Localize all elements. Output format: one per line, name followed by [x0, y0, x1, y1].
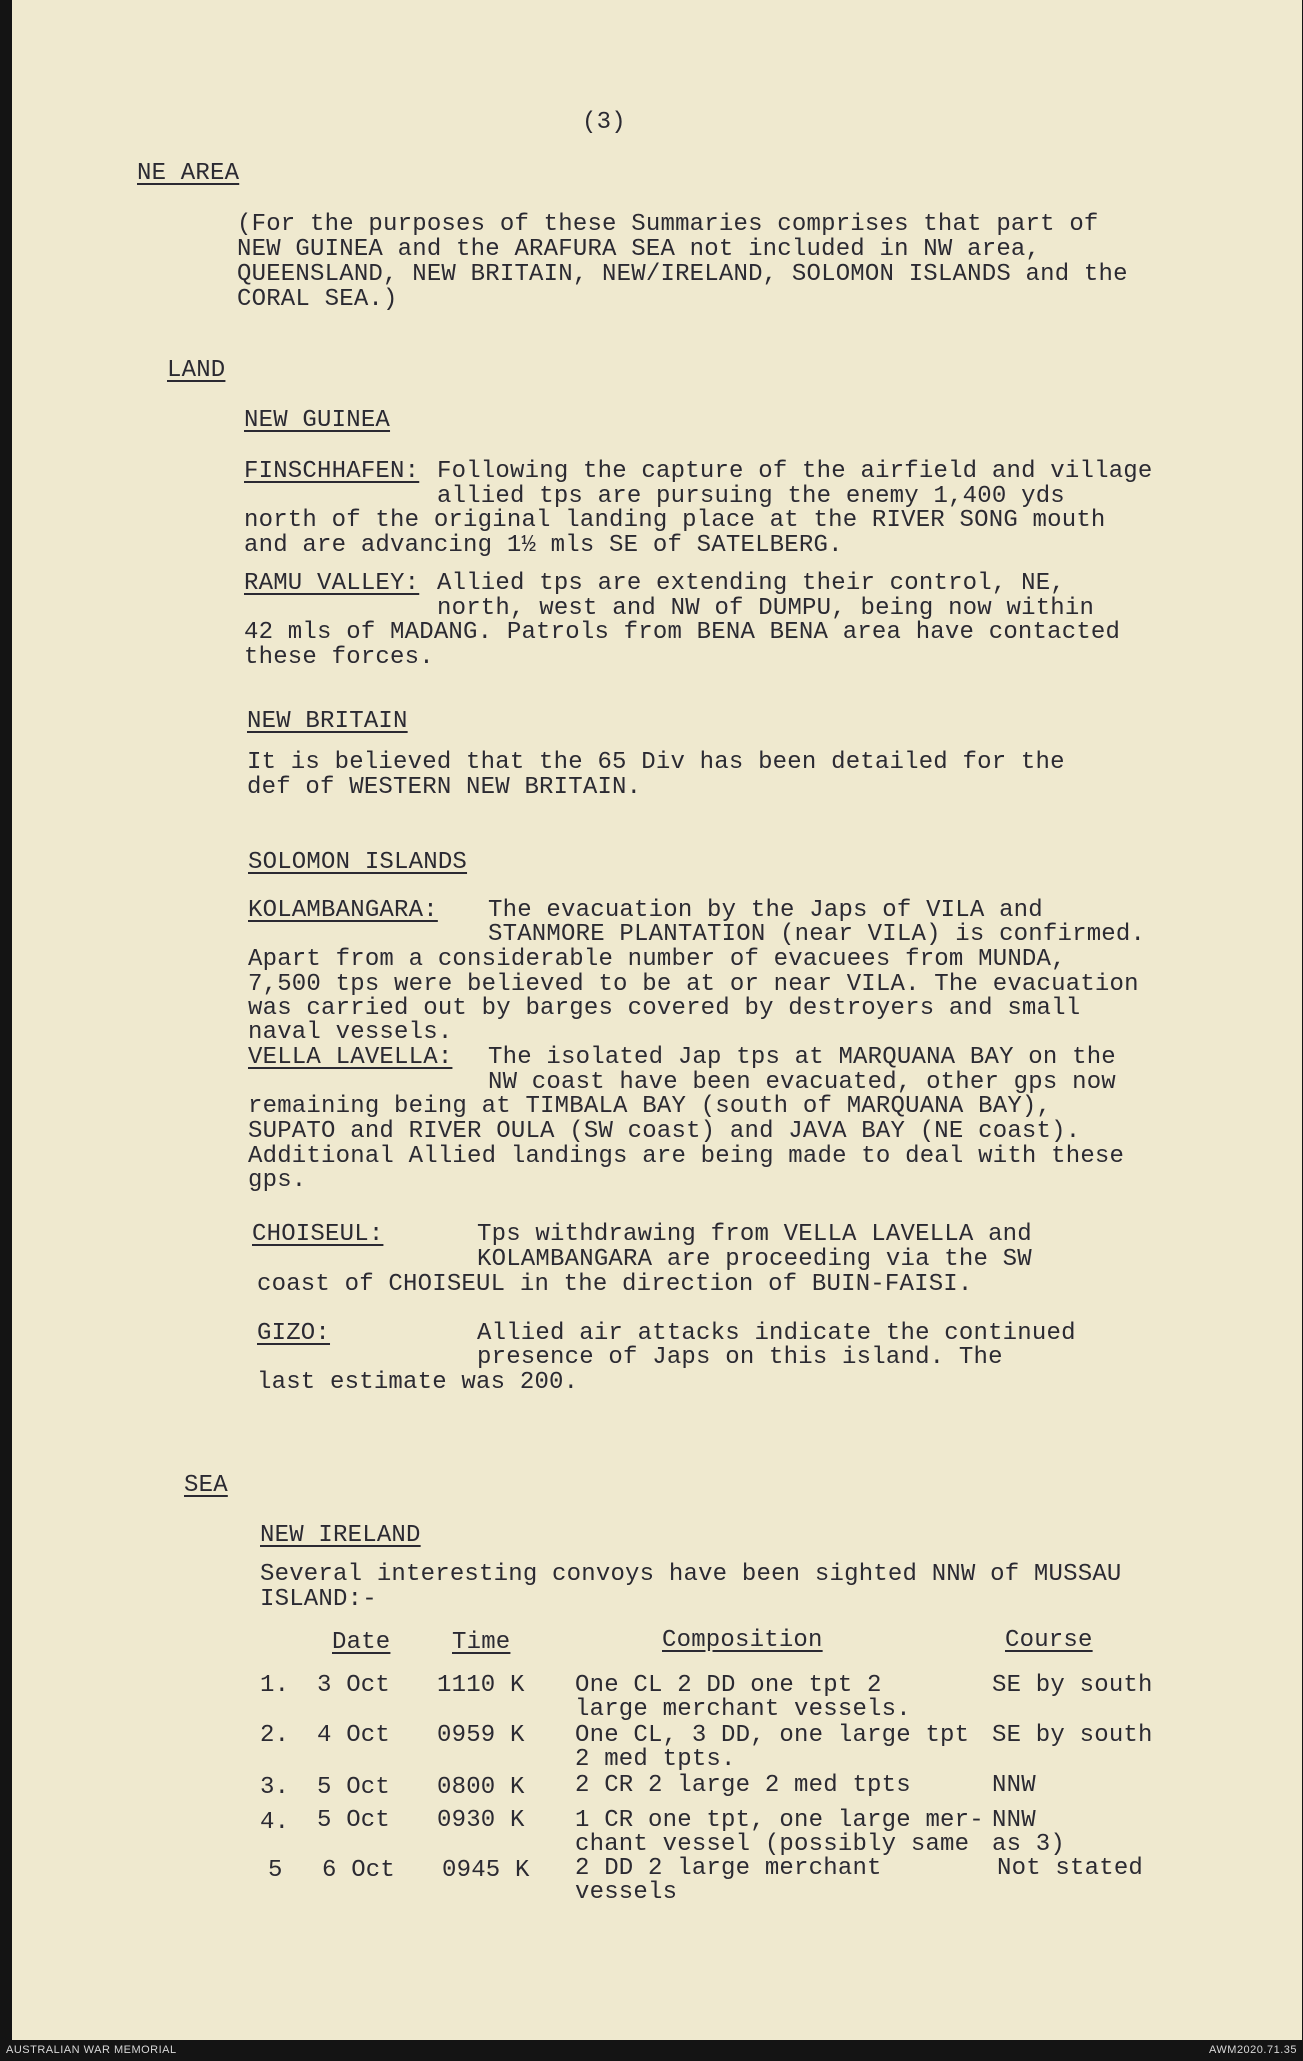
land-heading: LAND [167, 357, 226, 384]
table-row-time: 0930 K [437, 1807, 525, 1834]
ramu-valley-line: north, west and NW of DUMPU, being now within [437, 595, 1095, 622]
table-row-number: 1. [260, 1672, 290, 1699]
table-row-composition: One CL, 3 DD, one large tpt [575, 1722, 970, 1749]
ne-area-note-line: (For the purposes of these Summaries comprises that part of [237, 211, 1099, 238]
ramu-valley-line: these forces. [244, 644, 434, 671]
new-ireland-intro-line: ISLAND:- [260, 1586, 377, 1613]
finschhafen-line: north of the original landing place at the RIVER SONG mouth [244, 507, 1106, 534]
choiseul-line: KOLAMBANGARA are proceeding via the SW [477, 1246, 1032, 1273]
table-row-date: 3 Oct [317, 1672, 391, 1699]
new-britain-heading: NEW BRITAIN [247, 708, 408, 735]
gizo-line: Allied air attacks indicate the continued [477, 1320, 1076, 1347]
new-ireland-heading: NEW IRELAND [260, 1522, 421, 1549]
choiseul-label: CHOISEUL: [252, 1221, 384, 1248]
finschhafen-line: allied tps are pursuing the enemy 1,400 yds [437, 483, 1065, 510]
vella-lavella-label: VELLA LAVELLA: [248, 1044, 453, 1071]
finschhafen-line: Following the capture of the airfield and village [437, 458, 1153, 485]
table-row-number: 3. [260, 1774, 290, 1801]
table-row-time: 0945 K [442, 1857, 530, 1884]
kolambangara-line: naval vessels. [248, 1019, 453, 1046]
table-header-time: Time [452, 1629, 511, 1656]
table-row-course: SE by south [992, 1722, 1153, 1749]
new-britain-line: def of WESTERN NEW BRITAIN. [247, 774, 642, 801]
table-row-composition: chant vessel (possibly same [575, 1831, 970, 1858]
table-row-number: 5 [268, 1857, 283, 1884]
table-row-number: 2. [260, 1722, 290, 1749]
table-row-time: 1110 K [437, 1672, 525, 1699]
table-row-composition: 2 med tpts. [575, 1746, 736, 1773]
table-row-composition: 1 CR one tpt, one large mer- [575, 1807, 984, 1834]
table-row-date: 5 Oct [317, 1807, 391, 1834]
ramu-valley-line: 42 mls of MADANG. Patrols from BENA BENA area have contacted [244, 619, 1121, 646]
new-guinea-heading: NEW GUINEA [244, 407, 391, 434]
table-row-composition: large merchant vessels. [575, 1696, 911, 1723]
gizo-label: GIZO: [257, 1320, 331, 1347]
ne-area-heading: NE AREA [137, 160, 240, 187]
ramu-valley-line: Allied tps are extending their control, NE, [437, 570, 1065, 597]
vella-lavella-line: The isolated Jap tps at MARQUANA BAY on the [488, 1044, 1116, 1071]
ne-area-note-line: NEW GUINEA and the ARAFURA SEA not included in NW area, [237, 236, 1041, 263]
kolambangara-line: was carried out by barges covered by destroyers and small [248, 995, 1081, 1022]
table-row-course: NNW [992, 1772, 1036, 1799]
new-britain-line: It is believed that the 65 Div has been detailed for the [247, 749, 1065, 776]
vella-lavella-line: NW coast have been evacuated, other gps now [488, 1069, 1116, 1096]
table-row-time: 0800 K [437, 1774, 525, 1801]
kolambangara-line: STANMORE PLANTATION (near VILA) is confirmed. [488, 921, 1146, 948]
table-row-number: 4. [260, 1809, 290, 1836]
vella-lavella-line: gps. [248, 1167, 307, 1194]
vella-lavella-line: remaining being at TIMBALA BAY (south of MARQUANA BAY), [248, 1093, 1052, 1120]
table-row-date: 6 Oct [322, 1857, 396, 1884]
ramu-valley-label: RAMU VALLEY: [244, 570, 420, 597]
table-row-composition: 2 CR 2 large 2 med tpts [575, 1772, 911, 1799]
document-page [12, 0, 1302, 2040]
table-row-composition: 2 DD 2 large merchant [575, 1855, 882, 1882]
finschhafen-line: and are advancing 1½ mls SE of SATELBERG. [244, 532, 843, 559]
finschhafen-label: FINSCHHAFEN: [244, 458, 420, 485]
page-number: (3) [582, 109, 626, 136]
vella-lavella-line: Additional Allied landings are being made to deal with these [248, 1143, 1125, 1170]
table-row-course: SE by south [992, 1672, 1153, 1699]
table-header-composition: Composition [662, 1627, 823, 1654]
kolambangara-line: Apart from a considerable number of evacuees from MUNDA, [248, 946, 1066, 973]
table-row-time: 0959 K [437, 1722, 525, 1749]
choiseul-line: coast of CHOISEUL in the direction of BUIN-FAISI. [257, 1271, 973, 1298]
sea-heading: SEA [184, 1472, 228, 1499]
kolambangara-line: 7,500 tps were believed to be at or near VILA. The evacuation [248, 971, 1139, 998]
gizo-line: last estimate was 200. [257, 1369, 579, 1396]
ne-area-note-line: CORAL SEA.) [237, 286, 398, 313]
table-row-course: as 3) [992, 1831, 1066, 1858]
footer-archive-name: AUSTRALIAN WAR MEMORIAL [6, 2044, 177, 2056]
new-ireland-intro-line: Several interesting convoys have been sighted NNW of MUSSAU [260, 1561, 1122, 1588]
table-header-course: Course [1005, 1627, 1093, 1654]
choiseul-line: Tps withdrawing from VELLA LAVELLA and [477, 1221, 1032, 1248]
gizo-line: presence of Japs on this island. The [477, 1344, 1003, 1371]
table-row-date: 5 Oct [317, 1774, 391, 1801]
table-row-composition: One CL 2 DD one tpt 2 [575, 1672, 882, 1699]
footer-catalog-id: AWM2020.71.35 [1208, 2044, 1297, 2056]
table-row-date: 4 Oct [317, 1722, 391, 1749]
solomon-islands-heading: SOLOMON ISLANDS [248, 849, 468, 876]
table-row-composition: vessels [575, 1879, 678, 1906]
kolambangara-line: The evacuation by the Japs of VILA and [488, 897, 1043, 924]
ne-area-note-line: QUEENSLAND, NEW BRITAIN, NEW/IRELAND, SOLOMON ISLANDS and the [237, 261, 1128, 288]
kolambangara-label: KOLAMBANGARA: [248, 897, 438, 924]
table-row-course: Not stated [997, 1855, 1144, 1882]
table-header-date: Date [332, 1629, 391, 1656]
vella-lavella-line: SUPATO and RIVER OULA (SW coast) and JAVA BAY (NE coast). [248, 1118, 1081, 1145]
table-row-course: NNW [992, 1807, 1036, 1834]
